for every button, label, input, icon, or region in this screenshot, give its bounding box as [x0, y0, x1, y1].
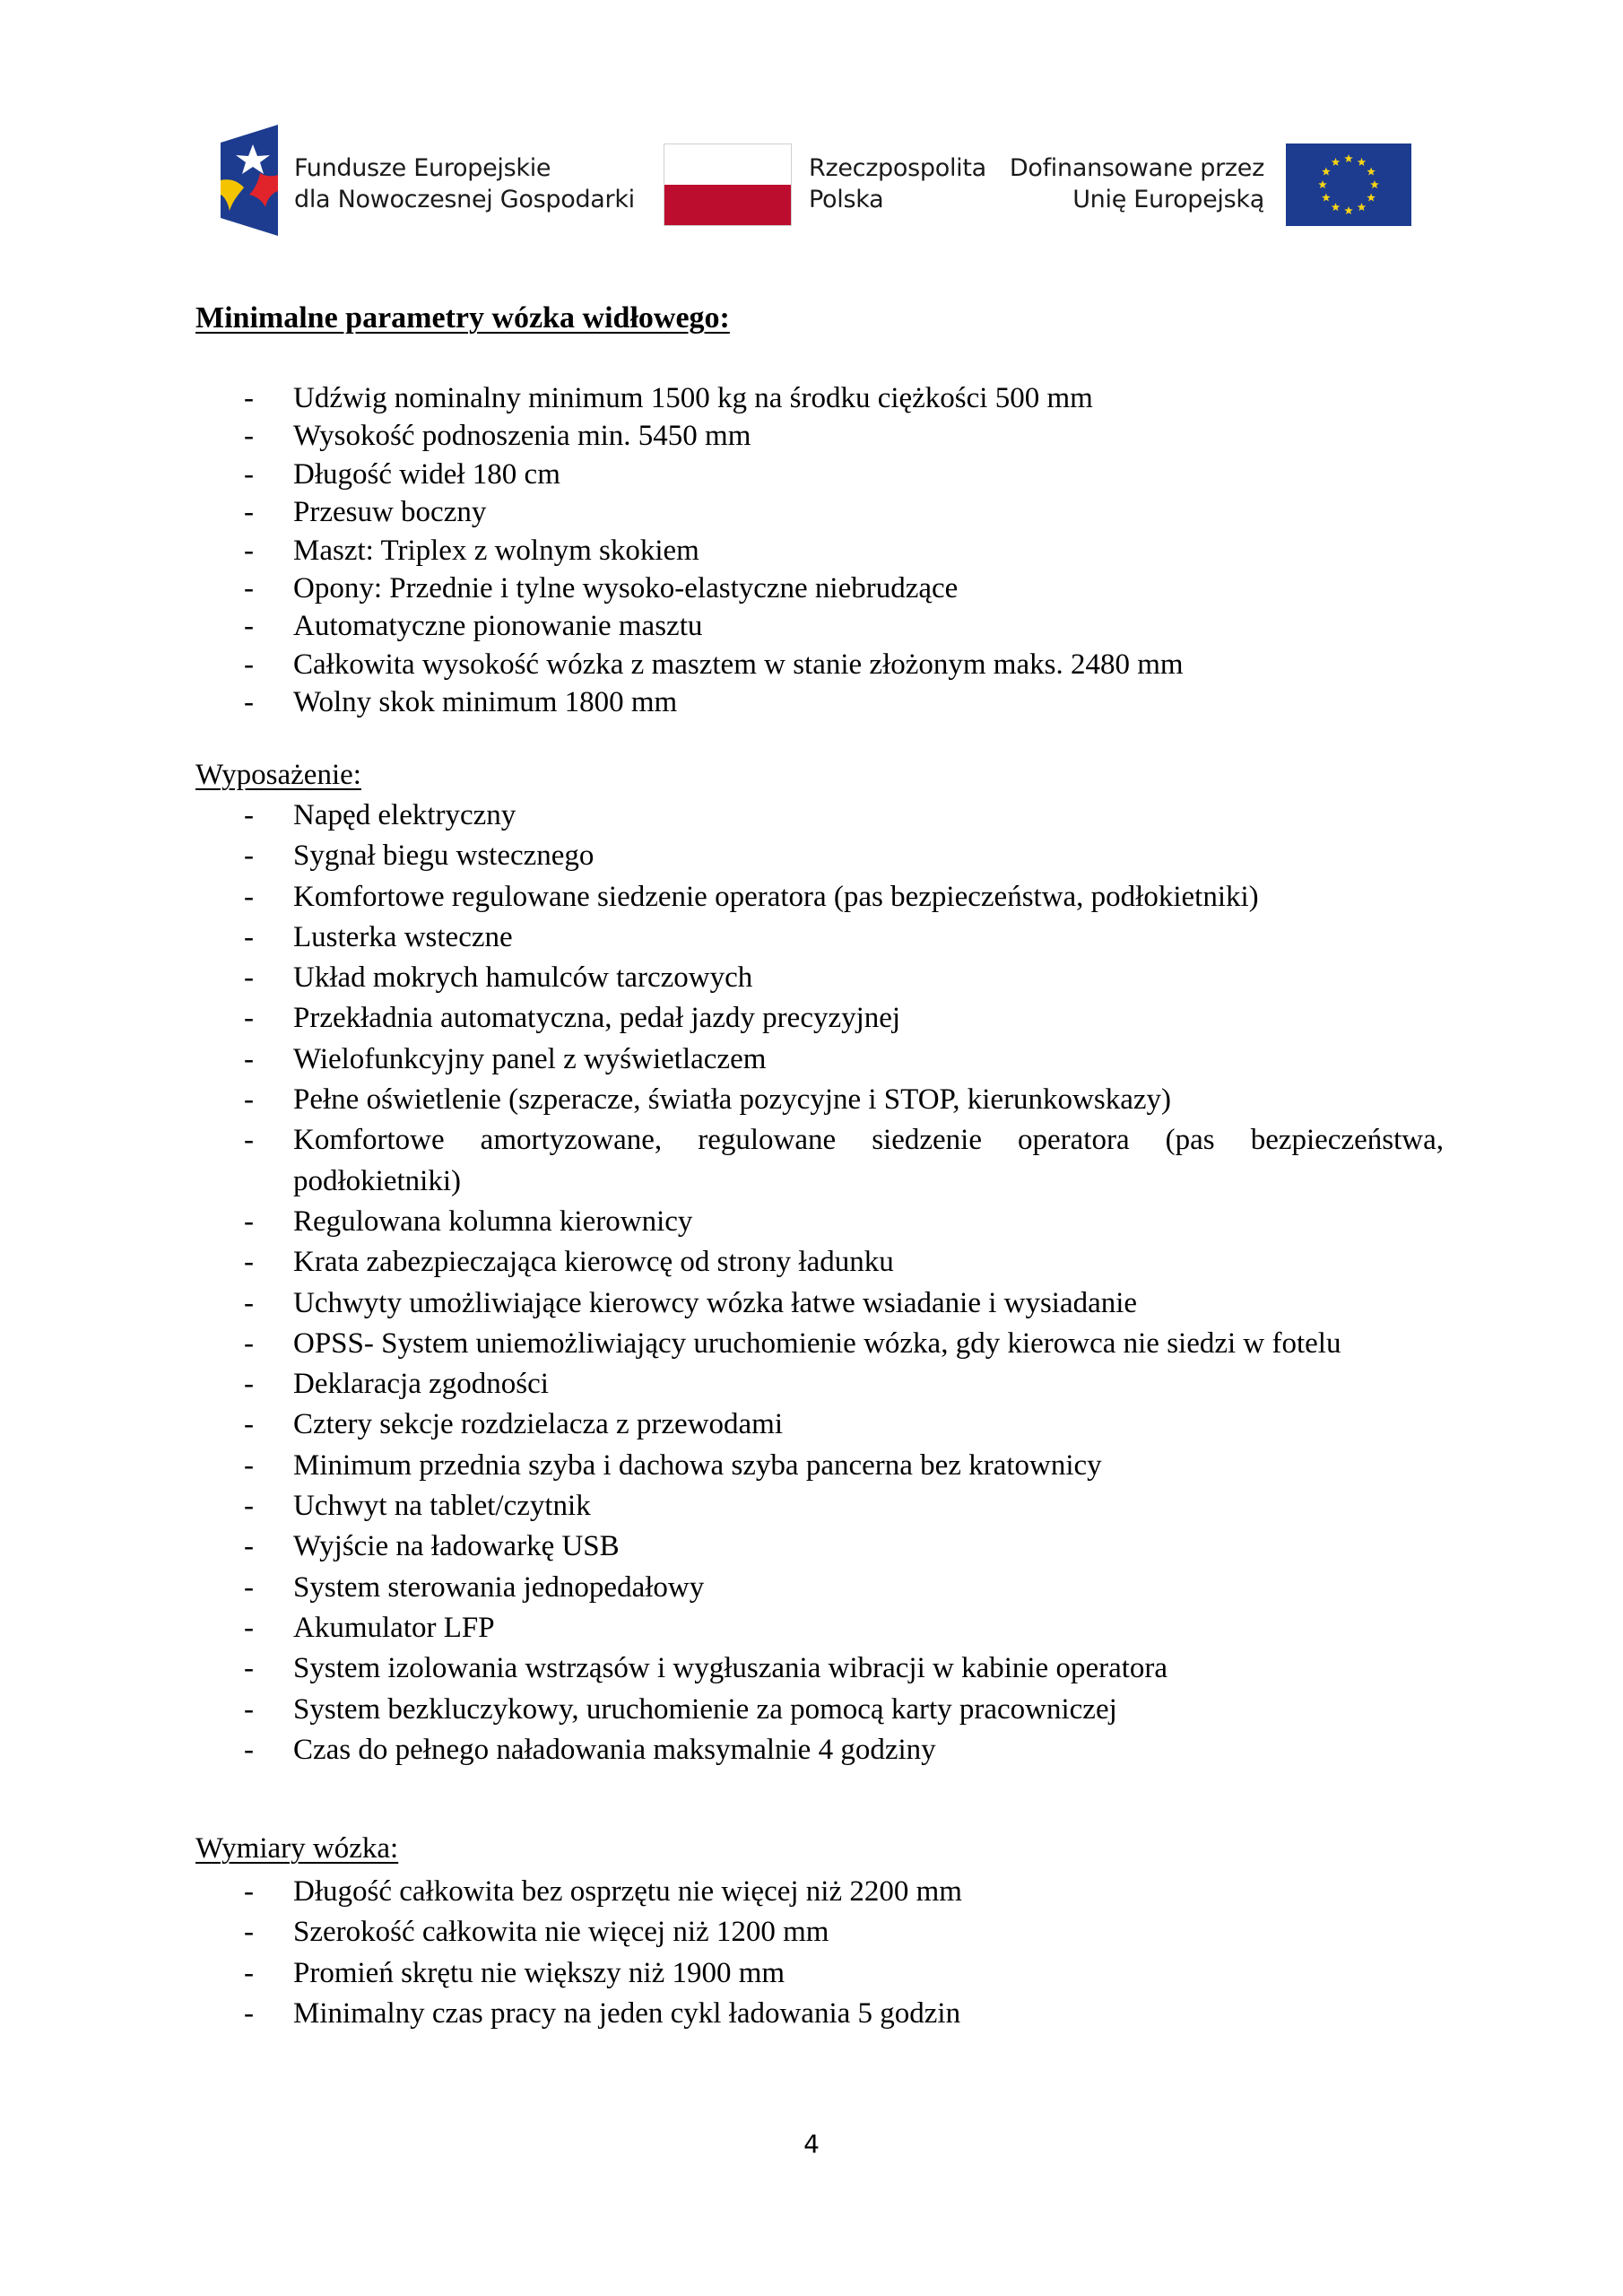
list-item-text: System bezkluczykowy, uruchomienie za pomocą karty pracowniczej — [293, 1692, 1117, 1726]
list-item — [0, 836, 1444, 876]
list-item-text: Uchwyty umożliwiające kierowcy wózka łatwe wsiadanie i wysiadanie — [293, 1286, 1138, 1319]
bullet-dash: - — [244, 1408, 254, 1441]
bullet-dash: - — [244, 920, 254, 953]
bullet-dash: - — [244, 1042, 254, 1075]
bullet-dash: - — [244, 799, 254, 831]
rp-logo-line-1: Rzeczpospolita — [809, 154, 986, 182]
list-item — [0, 683, 1444, 721]
list-item — [0, 379, 1444, 417]
list-item — [0, 958, 1444, 998]
list-item-text: Udźwig nominalny minimum 1500 kg na środku ciężkości 500 mm — [293, 382, 1093, 414]
bullet-dash: - — [244, 382, 254, 414]
bullet-dash: - — [244, 572, 254, 605]
list-item-text: Minimum przednia szyba i dachowa szyba pancerna bez kratownicy — [293, 1448, 1102, 1482]
list-item — [0, 877, 1444, 918]
list-item-text: Przekładnia automatyczna, pedał jazdy precyzyjnej — [293, 1002, 901, 1035]
list-item-text: Uchwyt na tablet/czytnik — [293, 1490, 591, 1523]
bullet-dash: - — [244, 1368, 254, 1401]
list-item — [0, 646, 1444, 683]
bullet-dash: - — [244, 1611, 254, 1644]
list-item-text: Szerokość całkowita nie więcej niż 1200 mm — [293, 1916, 829, 1949]
list-item-text: Opony: Przednie i tylne wysoko-elastyczne niebrudzące — [293, 572, 959, 605]
list-item-text: Sygnał biegu wstecznego — [293, 839, 595, 873]
list-item — [0, 1486, 1444, 1526]
list-item-text: Automatyczne pionowanie masztu — [293, 610, 703, 643]
list-item — [0, 570, 1444, 607]
bullet-dash: - — [244, 1530, 254, 1563]
list-item — [0, 1872, 1444, 1912]
bullet-dash: - — [244, 1997, 254, 2031]
list-item — [0, 1120, 1444, 1202]
list-item — [0, 1648, 1444, 1689]
bullet-dash: - — [244, 686, 254, 719]
bullet-dash: - — [244, 1286, 254, 1319]
polish-flag-icon — [664, 144, 792, 226]
list-item-text: Długość całkowita bez osprzętu nie więcej niż 2200 mm — [293, 1875, 962, 1908]
list-item-text: Napęd elektryczny — [293, 799, 516, 831]
page-title: Minimalne parametry wózka widłowego: — [195, 301, 730, 335]
list-item — [0, 532, 1444, 570]
list-item-text: Długość wideł 180 cm — [293, 457, 560, 491]
bullet-dash: - — [244, 1448, 254, 1482]
equipment-list — [0, 796, 1444, 1770]
list-item-text: System sterowania jednopedałowy — [293, 1570, 705, 1604]
list-item-text: Promień skrętu nie większy niż 1900 mm — [293, 1956, 785, 1989]
eu-flag-icon — [1286, 144, 1411, 226]
eu-logo-line-2: Unię Europejską — [1072, 186, 1264, 213]
funding-logo-bar — [0, 0, 1623, 260]
bullet-dash: - — [244, 1002, 254, 1035]
list-item — [0, 1039, 1444, 1080]
fe-logo-line-1: Fundusze Europejskie — [294, 154, 551, 182]
bullet-dash: - — [244, 457, 254, 491]
list-item — [0, 1912, 1444, 1952]
list-item-text: Cztery sekcje rozdzielacza z przewodami — [293, 1408, 784, 1441]
bullet-dash: - — [244, 1956, 254, 1989]
list-item-text: Maszt: Triplex z wolnym skokiem — [293, 534, 699, 567]
bullet-dash: - — [244, 1570, 254, 1604]
list-item-text: Przesuw boczny — [293, 496, 487, 529]
bullet-dash: - — [244, 1733, 254, 1766]
bullet-dash: - — [244, 420, 254, 453]
list-item-text: Komfortowe regulowane siedzenie operatora (pas bezpieczeństwa, podłokietniki) — [293, 880, 1259, 913]
list-item — [0, 1730, 1444, 1770]
list-item — [0, 1526, 1444, 1567]
list-item — [0, 456, 1444, 493]
list-item-text: Całkowita wysokość wózka z masztem w stanie złożonym maks. 2480 mm — [293, 648, 1184, 681]
fundusze-europejskie-logo-icon — [221, 125, 278, 236]
eu-logo-line-1: Dofinansowane przez — [1009, 154, 1264, 182]
list-item-text: Deklaracja zgodności — [293, 1368, 549, 1401]
list-item-text: OPSS- System uniemożliwiający uruchomienie wózka, gdy kierowca nie siedzi w fotelu — [293, 1326, 1341, 1360]
bullet-dash: - — [244, 1246, 254, 1279]
bullet-dash: - — [244, 1124, 254, 1157]
list-item-text: Wyjście na ładowarkę USB — [293, 1530, 620, 1563]
rp-logo-line-2: Polska — [809, 186, 884, 213]
list-item-text: Komfortowe amortyzowane, regulowane siedzenie operatora (pas bezpieczeństwa, podłokietniki) — [293, 1124, 1444, 1197]
list-item — [0, 1690, 1444, 1730]
bullet-dash: - — [244, 1083, 254, 1117]
list-item — [0, 1568, 1444, 1608]
list-item — [0, 493, 1444, 531]
page-number: 4 — [803, 2129, 820, 2159]
bullet-dash: - — [244, 1875, 254, 1908]
list-item — [0, 1283, 1444, 1324]
list-item — [0, 1202, 1444, 1242]
list-item — [0, 998, 1444, 1039]
bullet-dash: - — [244, 496, 254, 529]
bullet-dash: - — [244, 1490, 254, 1523]
list-item — [0, 607, 1444, 645]
list-item — [0, 918, 1444, 958]
bullet-dash: - — [244, 1652, 254, 1685]
dimensions-list — [0, 1872, 1444, 2035]
list-item — [0, 417, 1444, 455]
equipment-heading: Wyposażenie: — [195, 759, 361, 791]
list-item-text: Lusterka wsteczne — [293, 920, 513, 953]
bullet-dash: - — [244, 1692, 254, 1726]
bullet-dash: - — [244, 610, 254, 643]
list-item-text: Wolny skok minimum 1800 mm — [293, 686, 678, 719]
list-item — [0, 1405, 1444, 1445]
list-item-text: Czas do pełnego naładowania maksymalnie 4 godziny — [293, 1733, 936, 1766]
list-item-text: Minimalny czas pracy na jeden cykl ładowania 5 godzin — [293, 1997, 961, 2031]
bullet-dash: - — [244, 1916, 254, 1949]
bullet-dash: - — [244, 534, 254, 567]
eu-logo-text — [1010, 152, 1264, 215]
list-item — [0, 1446, 1444, 1486]
list-item-text: Wielofunkcyjny panel z wyświetlaczem — [293, 1042, 767, 1075]
list-item — [0, 1994, 1444, 2034]
list-item — [0, 1080, 1444, 1120]
bullet-dash: - — [244, 961, 254, 995]
list-item-text: Krata zabezpieczająca kierowcę od strony ładunku — [293, 1246, 894, 1279]
bullet-dash: - — [244, 1205, 254, 1238]
dimensions-heading: Wymiary wózka: — [195, 1832, 399, 1865]
list-item-text: System izolowania wstrząsów i wygłuszania wibracji w kabinie operatora — [293, 1652, 1168, 1685]
bullet-dash: - — [244, 648, 254, 681]
list-item-text: Układ mokrych hamulców tarczowych — [293, 961, 753, 995]
list-item-text: Regulowana kolumna kierownicy — [293, 1205, 693, 1238]
bullet-dash: - — [244, 1326, 254, 1360]
bullet-dash: - — [244, 880, 254, 913]
list-item — [0, 1324, 1444, 1364]
fe-logo-text — [294, 152, 635, 215]
fe-logo-line-2: dla Nowoczesnej Gospodarki — [294, 186, 635, 213]
rp-logo-text — [809, 152, 986, 215]
list-item-text: Pełne oświetlenie (szperacze, światła pozycyjne i STOP, kierunkowskazy) — [293, 1083, 1172, 1117]
list-item — [0, 796, 1444, 836]
list-item-text: Akumulator LFP — [293, 1611, 495, 1644]
list-item — [0, 1364, 1444, 1405]
list-item — [0, 1953, 1444, 1994]
list-item-text: Wysokość podnoszenia min. 5450 mm — [293, 420, 751, 453]
list-item — [0, 1242, 1444, 1283]
parameters-list — [0, 379, 1444, 722]
list-item — [0, 1608, 1444, 1648]
bullet-dash: - — [244, 839, 254, 873]
